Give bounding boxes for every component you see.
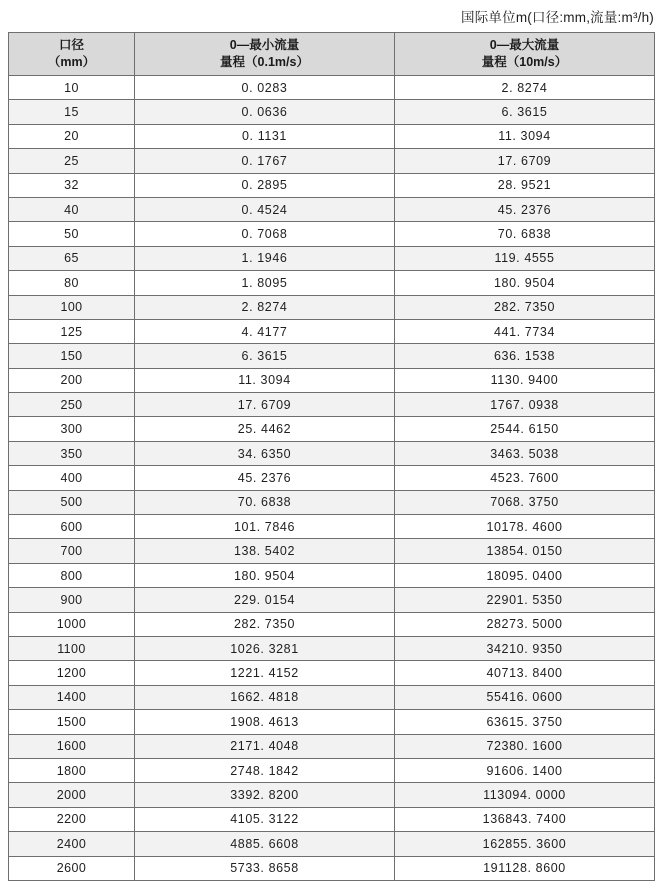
cell-diameter: 100 — [9, 295, 135, 319]
cell-min-flow: 2171. 4048 — [135, 734, 395, 758]
cell-max-flow: 28273. 5000 — [395, 612, 655, 636]
cell-min-flow: 6. 3615 — [135, 344, 395, 368]
table-row — [9, 734, 655, 758]
cell-min-flow: 1. 8095 — [135, 271, 395, 295]
cell-diameter: 2200 — [9, 807, 135, 831]
cell-diameter: 1100 — [9, 636, 135, 660]
cell-diameter: 300 — [9, 417, 135, 441]
table-row — [9, 76, 655, 100]
cell-diameter: 1000 — [9, 612, 135, 636]
cell-max-flow: 40713. 8400 — [395, 661, 655, 685]
column-header-max-flow — [395, 33, 655, 76]
cell-max-flow: 636. 1538 — [395, 344, 655, 368]
cell-diameter: 2600 — [9, 856, 135, 880]
table-row — [9, 636, 655, 660]
table-row — [9, 563, 655, 587]
cell-max-flow: 18095. 0400 — [395, 563, 655, 587]
table-row — [9, 295, 655, 319]
table-header-row — [9, 33, 655, 76]
cell-min-flow: 0. 4524 — [135, 197, 395, 221]
table-container — [8, 32, 654, 881]
table-row — [9, 246, 655, 270]
cell-diameter: 1800 — [9, 758, 135, 782]
cell-min-flow: 25. 4462 — [135, 417, 395, 441]
cell-min-flow: 1662. 4818 — [135, 685, 395, 709]
cell-max-flow: 2. 8274 — [395, 76, 655, 100]
cell-max-flow: 22901. 5350 — [395, 588, 655, 612]
cell-diameter: 800 — [9, 563, 135, 587]
cell-min-flow: 1026. 3281 — [135, 636, 395, 660]
table-row — [9, 100, 655, 124]
cell-diameter: 25 — [9, 149, 135, 173]
cell-max-flow: 162855. 3600 — [395, 832, 655, 856]
cell-diameter: 150 — [9, 344, 135, 368]
cell-min-flow: 11. 3094 — [135, 368, 395, 392]
cell-min-flow: 1. 1946 — [135, 246, 395, 270]
cell-diameter: 10 — [9, 76, 135, 100]
cell-max-flow: 34210. 9350 — [395, 636, 655, 660]
cell-min-flow: 70. 6838 — [135, 490, 395, 514]
cell-diameter: 125 — [9, 319, 135, 343]
cell-diameter: 350 — [9, 441, 135, 465]
cell-max-flow: 7068. 3750 — [395, 490, 655, 514]
cell-min-flow: 180. 9504 — [135, 563, 395, 587]
cell-max-flow: 45. 2376 — [395, 197, 655, 221]
cell-max-flow: 91606. 1400 — [395, 758, 655, 782]
table-row — [9, 441, 655, 465]
column-header-min-flow-line2: 量程（0.1m/s） — [220, 55, 309, 69]
table-row — [9, 856, 655, 880]
cell-diameter: 500 — [9, 490, 135, 514]
cell-max-flow: 55416. 0600 — [395, 685, 655, 709]
cell-min-flow: 3392. 8200 — [135, 783, 395, 807]
column-header-diameter-line2: （mm） — [47, 55, 96, 69]
cell-diameter: 900 — [9, 588, 135, 612]
cell-max-flow: 72380. 1600 — [395, 734, 655, 758]
cell-min-flow: 229. 0154 — [135, 588, 395, 612]
table-row — [9, 783, 655, 807]
cell-max-flow: 6. 3615 — [395, 100, 655, 124]
cell-diameter: 2400 — [9, 832, 135, 856]
table-row — [9, 515, 655, 539]
cell-diameter: 1200 — [9, 661, 135, 685]
cell-min-flow: 5733. 8658 — [135, 856, 395, 880]
table-row — [9, 393, 655, 417]
cell-min-flow: 138. 5402 — [135, 539, 395, 563]
cell-max-flow: 1130. 9400 — [395, 368, 655, 392]
column-header-min-flow-line1: 0—最小流量 — [229, 38, 300, 53]
flow-range-table — [8, 32, 655, 881]
table-row — [9, 417, 655, 441]
cell-diameter: 1600 — [9, 734, 135, 758]
cell-max-flow: 1767. 0938 — [395, 393, 655, 417]
cell-min-flow: 0. 1767 — [135, 149, 395, 173]
cell-min-flow: 0. 2895 — [135, 173, 395, 197]
table-row — [9, 832, 655, 856]
table-row — [9, 612, 655, 636]
cell-min-flow: 0. 1131 — [135, 124, 395, 148]
table-row — [9, 149, 655, 173]
cell-max-flow: 119. 4555 — [395, 246, 655, 270]
table-body — [9, 76, 655, 881]
cell-max-flow: 11. 3094 — [395, 124, 655, 148]
table-header — [9, 33, 655, 76]
table-row — [9, 319, 655, 343]
table-row — [9, 661, 655, 685]
cell-diameter: 400 — [9, 466, 135, 490]
table-row — [9, 685, 655, 709]
cell-diameter: 80 — [9, 271, 135, 295]
column-header-min-flow — [135, 33, 395, 76]
cell-max-flow: 180. 9504 — [395, 271, 655, 295]
cell-diameter: 40 — [9, 197, 135, 221]
table-row — [9, 173, 655, 197]
column-header-max-flow-line2: 量程（10m/s） — [481, 55, 568, 69]
table-row — [9, 758, 655, 782]
table-row — [9, 466, 655, 490]
cell-diameter: 20 — [9, 124, 135, 148]
cell-max-flow: 282. 7350 — [395, 295, 655, 319]
cell-min-flow: 2. 8274 — [135, 295, 395, 319]
column-header-diameter-line1: 口径 — [58, 38, 84, 53]
cell-min-flow: 282. 7350 — [135, 612, 395, 636]
cell-diameter: 2000 — [9, 783, 135, 807]
cell-diameter: 1400 — [9, 685, 135, 709]
cell-max-flow: 2544. 6150 — [395, 417, 655, 441]
table-row — [9, 490, 655, 514]
cell-min-flow: 1908. 4613 — [135, 710, 395, 734]
table-row — [9, 807, 655, 831]
cell-min-flow: 4885. 6608 — [135, 832, 395, 856]
cell-min-flow: 4105. 3122 — [135, 807, 395, 831]
cell-max-flow: 441. 7734 — [395, 319, 655, 343]
cell-min-flow: 0. 0636 — [135, 100, 395, 124]
cell-diameter: 50 — [9, 222, 135, 246]
table-row — [9, 271, 655, 295]
cell-min-flow: 2748. 1842 — [135, 758, 395, 782]
table-row — [9, 539, 655, 563]
cell-max-flow: 17. 6709 — [395, 149, 655, 173]
cell-max-flow: 10178. 4600 — [395, 515, 655, 539]
table-row — [9, 222, 655, 246]
cell-diameter: 200 — [9, 368, 135, 392]
cell-diameter: 32 — [9, 173, 135, 197]
column-header-diameter — [9, 33, 135, 76]
cell-max-flow: 4523. 7600 — [395, 466, 655, 490]
cell-min-flow: 101. 7846 — [135, 515, 395, 539]
cell-min-flow: 34. 6350 — [135, 441, 395, 465]
table-row — [9, 710, 655, 734]
table-row — [9, 197, 655, 221]
cell-max-flow: 136843. 7400 — [395, 807, 655, 831]
table-row — [9, 124, 655, 148]
unit-note: 国际单位m(口径:mm,流量:m³/h) — [461, 10, 654, 25]
cell-diameter: 600 — [9, 515, 135, 539]
table-row — [9, 344, 655, 368]
cell-min-flow: 17. 6709 — [135, 393, 395, 417]
cell-min-flow: 0. 0283 — [135, 76, 395, 100]
cell-diameter: 15 — [9, 100, 135, 124]
cell-max-flow: 63615. 3750 — [395, 710, 655, 734]
cell-max-flow: 191128. 8600 — [395, 856, 655, 880]
cell-min-flow: 0. 7068 — [135, 222, 395, 246]
cell-diameter: 250 — [9, 393, 135, 417]
cell-max-flow: 113094. 0000 — [395, 783, 655, 807]
cell-min-flow: 45. 2376 — [135, 466, 395, 490]
cell-diameter: 1500 — [9, 710, 135, 734]
cell-diameter: 65 — [9, 246, 135, 270]
cell-max-flow: 28. 9521 — [395, 173, 655, 197]
cell-min-flow: 4. 4177 — [135, 319, 395, 343]
cell-min-flow: 1221. 4152 — [135, 661, 395, 685]
column-header-max-flow-line1: 0—最大流量 — [489, 38, 560, 53]
cell-max-flow: 70. 6838 — [395, 222, 655, 246]
cell-max-flow: 13854. 0150 — [395, 539, 655, 563]
table-row — [9, 588, 655, 612]
table-row — [9, 368, 655, 392]
cell-max-flow: 3463. 5038 — [395, 441, 655, 465]
cell-diameter: 700 — [9, 539, 135, 563]
